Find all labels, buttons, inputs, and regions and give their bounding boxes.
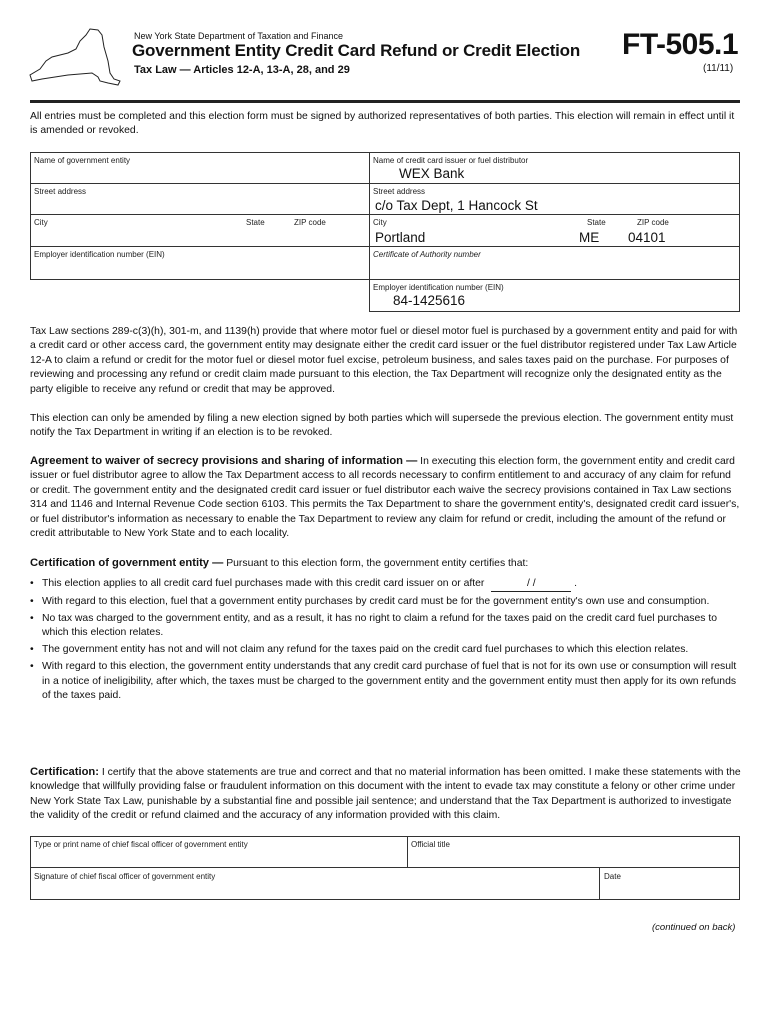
issuer-name-label: Name of credit card issuer or fuel distributor bbox=[373, 156, 529, 165]
gov-ein-label: Employer identification number (EIN) bbox=[34, 250, 165, 259]
date-field[interactable] bbox=[602, 880, 737, 898]
certification-text: I certify that the above statements are true and correct and that no material information has been omitted. I make these statements with the knowledge that willfully providing false or fraudulent information on this document with the intent to evade tax may constitute a felony or other crime under New York State Tax Law, punishable by a substantial fine and possible jail sentence; and understand that the Tax Department is authorized to investigate the validity of the credit or refund claimed and the accuracy of any information provided with this claim. bbox=[30, 767, 741, 822]
amendment-paragraph: This election can only be amended by filing a new election signed by both parties which will supersede the previous election. The government entity must notify the Tax Department in writing if an election is to be revoked. bbox=[30, 413, 734, 439]
bullet-item: • With regard to this election, fuel that a government entity purchases by credit card must be for the government entity's own use and consumption. bbox=[30, 595, 742, 609]
form-title: Government Entity Credit Card Refund or Credit Election bbox=[132, 41, 581, 60]
cfo-name-field[interactable] bbox=[32, 848, 404, 866]
coa-label: Certificate of Authority number bbox=[373, 250, 481, 259]
gov-city-label: City bbox=[34, 218, 48, 227]
gov-ein-field[interactable] bbox=[32, 258, 366, 276]
cert-entity-intro bbox=[30, 556, 742, 571]
continued-note: (continued on back) bbox=[652, 922, 736, 933]
issuer-street-label: Street address bbox=[373, 187, 426, 196]
certification-section bbox=[30, 765, 742, 824]
gov-entity-name-field[interactable] bbox=[32, 164, 366, 182]
entity-fields-grid bbox=[30, 152, 740, 312]
issuer-ein-label: Employer identification number (EIN) bbox=[373, 283, 504, 292]
issuer-street-value[interactable]: c/o Tax Dept, 1 Hancock St bbox=[375, 198, 538, 213]
official-title-label: Official title bbox=[411, 840, 450, 849]
agreement-section bbox=[30, 454, 742, 541]
agreement-heading: Agreement to waiver of secrecy provisions and sharing of information — bbox=[30, 455, 418, 467]
gov-state-label: State bbox=[246, 218, 265, 227]
agreement-text: In executing this election form, the government entity and credit card issuer or fuel distributor agree to allow the Tax Department access to all records necessary to confirm entitlement to and accuracy of any claim for refund or credit. The government entity and the designated credit card issuer or fuel distributor each waive the secrecy provisions contained in Tax Law sections 314 and 1146 and Internal Revenue Code section 6103. This permits the Tax Department to share the government entity's, designated credit card issuer's, or fuel distributor's information as necessary to enable the Tax Department to review any claim for refund or credit, including the amount of the refund or credit attributable to New York State and to each locality. bbox=[30, 456, 740, 540]
official-title-field[interactable] bbox=[409, 848, 737, 866]
date-label: Date bbox=[604, 872, 621, 881]
bullet-item: • No tax was charged to the government entity, and as a result, it has no right to claim a refund for the taxes paid on the credit card fuel purchases to which this election relates. bbox=[30, 612, 742, 641]
certification-heading: Certification: bbox=[30, 766, 99, 778]
bullet-item: • The government entity has not and will not claim any refund for the taxes paid on the credit card fuel purchases to which this election relates. bbox=[30, 643, 742, 657]
header-rule bbox=[30, 100, 740, 103]
bullet-item: • With regard to this election, the government entity understands that any credit card purchase of fuel that is not for its own use or consumption will result in a notice of ineligibility, after which, the taxes must be charged to the government entity and the government entity must then apply for its own refunds of the taxes paid. bbox=[30, 660, 742, 703]
issuer-zip-value[interactable]: 04101 bbox=[628, 230, 666, 245]
issuer-state-label: State bbox=[587, 218, 606, 227]
cert-entity-text: Pursuant to this election form, the government entity certifies that: bbox=[223, 558, 529, 569]
gov-street-label: Street address bbox=[34, 187, 87, 196]
revision-date: (11/11) bbox=[703, 63, 734, 74]
issuer-name-value[interactable]: WEX Bank bbox=[399, 166, 465, 181]
coa-field[interactable] bbox=[371, 258, 737, 276]
issuer-city-value[interactable]: Portland bbox=[375, 230, 426, 245]
gov-zip-label: ZIP code bbox=[294, 218, 326, 227]
cfo-signature-field[interactable] bbox=[32, 880, 596, 898]
cert-entity-bullets bbox=[30, 577, 742, 706]
gov-street-field[interactable] bbox=[32, 195, 366, 213]
agency-name: New York State Department of Taxation and Finance bbox=[134, 31, 343, 41]
signature-box bbox=[30, 836, 740, 900]
new-york-state-map-icon bbox=[28, 27, 122, 93]
cfo-signature-label: Signature of chief fiscal officer of government entity bbox=[34, 872, 216, 881]
issuer-city-label: City bbox=[373, 218, 387, 227]
form-number: FT-505.1 bbox=[622, 28, 739, 61]
issuer-ein-value[interactable]: 84-1425616 bbox=[393, 293, 466, 308]
intro-text: All entries must be completed and this election form must be signed by authorized representatives of both parties. This election will remain in effect until it is amended or revoked. bbox=[30, 111, 735, 137]
cfo-name-label: Type or print name of chief fiscal officer of government entity bbox=[34, 840, 248, 849]
tax-law-paragraph: Tax Law sections 289-c(3)(h), 301-m, and 1139(h) provide that where motor fuel or diesel motor fuel is purchased by a government entity and paid for with a credit card or other access card, the government entity may designate either the credit card issuer or the fuel distributor registered under Tax Law Article 12-A to claim a refund or credit for the motor fuel or diesel motor fuel excise, petroleum business, and sales taxes paid on the purchase. For purposes of reviewing and processing any refund or credit claim made pursuant to this election, the Tax Department will recognize only the designated entity as the party eligible to receive any refund or credit that may be approved. bbox=[30, 326, 738, 395]
form-subtitle: Tax Law — Articles 12-A, 13-A, 28, and 29 bbox=[134, 64, 350, 76]
gov-city-state-zip-field[interactable] bbox=[32, 226, 366, 244]
issuer-state-value[interactable]: ME bbox=[579, 230, 600, 245]
cert-entity-heading: Certification of government entity — bbox=[30, 557, 224, 569]
effective-date-field[interactable]: / / bbox=[491, 577, 571, 592]
gov-entity-name-label: Name of government entity bbox=[34, 156, 131, 165]
issuer-zip-label: ZIP code bbox=[637, 218, 669, 227]
bullet-item: • This election applies to all credit card fuel purchases made with this credit card issuer on or after / / . bbox=[30, 577, 742, 592]
